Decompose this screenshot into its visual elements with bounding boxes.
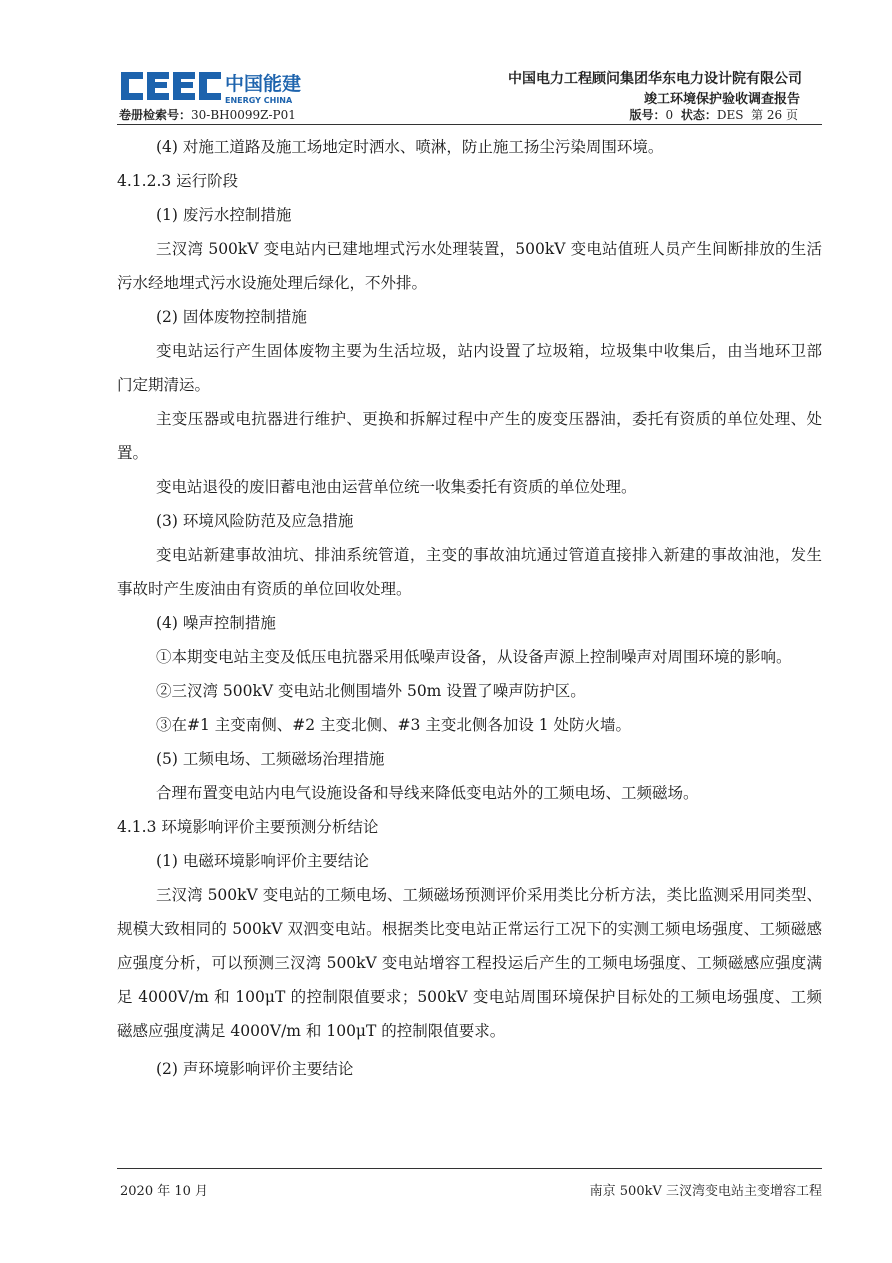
page-number: 第 26 页	[751, 108, 798, 122]
logo-sub: ENERGY CHINA	[225, 96, 293, 105]
item-1-wastewater: (1) 废污水控制措施	[156, 206, 292, 224]
item-1-em-conclusion: (1) 电磁环境影响评价主要结论	[156, 852, 369, 870]
doc-number: 30-BH0099Z-P01	[191, 108, 296, 122]
item-5-emf: (5) 工频电场、工频磁场治理措施	[156, 750, 385, 768]
item-4-dust: (4) 对施工道路及施工场地定时洒水、喷淋，防止施工扬尘污染周围环境。	[156, 138, 664, 156]
item-4-noise: (4) 噪声控制措施	[156, 614, 276, 632]
footer-rule	[117, 1168, 822, 1169]
version-value: 0	[665, 108, 674, 122]
status-label: 状态：	[680, 108, 717, 122]
para-em-conclusion: 三汊湾 500kV 变电站的工频电场、工频磁场预测评价采用类比分析方法，类比监测采用同类型、规模大致相同的 500kV 双泗变电站。根据类比变电站正常运行工况下的实测工频电场强度、工频磁感应强度分析，可以预测三汊湾 500kV 变电站增容工程投运后产生的工频电场强度、工频磁感应强度满足 4000V/m 和 100μT 的控制限值要求；500kV 变电站周围环境保护目标处的工频电场强度、工频磁感应强度满足 4000V/m 和 100μT 的控制限值要求。	[117, 886, 822, 1040]
footer-project: 南京 500kV 三汊湾变电站主变增容工程	[589, 1184, 822, 1199]
para-noise-2: ②三汊湾 500kV 变电站北侧围墙外 50m 设置了噪声防护区。	[156, 682, 586, 700]
ceec-logo	[119, 66, 319, 106]
item-3-risk: (3) 环境风险防范及应急措施	[156, 512, 354, 530]
organization-name: 中国电力工程顾问集团华东电力设计院有限公司	[508, 71, 802, 87]
logo-text: 中国能建	[225, 73, 302, 95]
para-solid-waste: 变电站运行产生固体废物主要为生活垃圾，站内设置了垃圾箱，垃圾集中收集后，由当地环卫部门定期清运。	[117, 342, 822, 394]
para-wastewater: 三汊湾 500kV 变电站内已建地埋式污水处理装置，500kV 变电站值班人员产生间断排放的生活污水经地埋式污水设施处理后绿化，不外排。	[117, 240, 822, 292]
item-2-solid-waste: (2) 固体废物控制措施	[156, 308, 307, 326]
para-noise-1: ①本期变电站主变及低压电抗器采用低噪声设备，从设备声源上控制噪声对周围环境的影响。	[156, 648, 792, 666]
section-4-1-3: 4.1.3 环境影响评价主要预测分析结论	[117, 818, 379, 836]
para-risk: 变电站新建事故油坑、排油系统管道，主变的事故油坑通过管道直接排入新建的事故油池，发生事故时产生废油由有资质的单位回收处理。	[117, 546, 822, 598]
report-title: 竣工环境保护验收调查报告	[643, 92, 800, 107]
para-transformer-oil: 主变压器或电抗器进行维护、更换和拆解过程中产生的废变压器油，委托有资质的单位处理、处置。	[117, 410, 822, 462]
para-battery: 变电站退役的废旧蓄电池由运营单位统一收集委托有资质的单位处理。	[156, 478, 637, 496]
doc-number-label: 卷册检索号：	[119, 108, 192, 122]
version-status	[630, 106, 798, 123]
para-emf: 合理布置变电站内电气设施设备和导线来降低变电站外的工频电场、工频磁场。	[156, 784, 699, 802]
status-value: DES	[716, 108, 744, 122]
header-rule	[117, 124, 822, 125]
footer-date: 2020 年 10 月	[120, 1184, 209, 1199]
page-body	[117, 130, 822, 1086]
section-4-1-2-3: 4.1.2.3 运行阶段	[117, 172, 239, 190]
version-label: 版号：	[629, 108, 666, 122]
doc-number-field	[119, 106, 296, 123]
para-noise-3: ③在#1 主变南侧、#2 主变北侧、#3 主变北侧各加设 1 处防火墙。	[156, 716, 632, 734]
page-header	[117, 58, 822, 124]
item-2-acoustic-conclusion: (2) 声环境影响评价主要结论	[156, 1060, 354, 1078]
